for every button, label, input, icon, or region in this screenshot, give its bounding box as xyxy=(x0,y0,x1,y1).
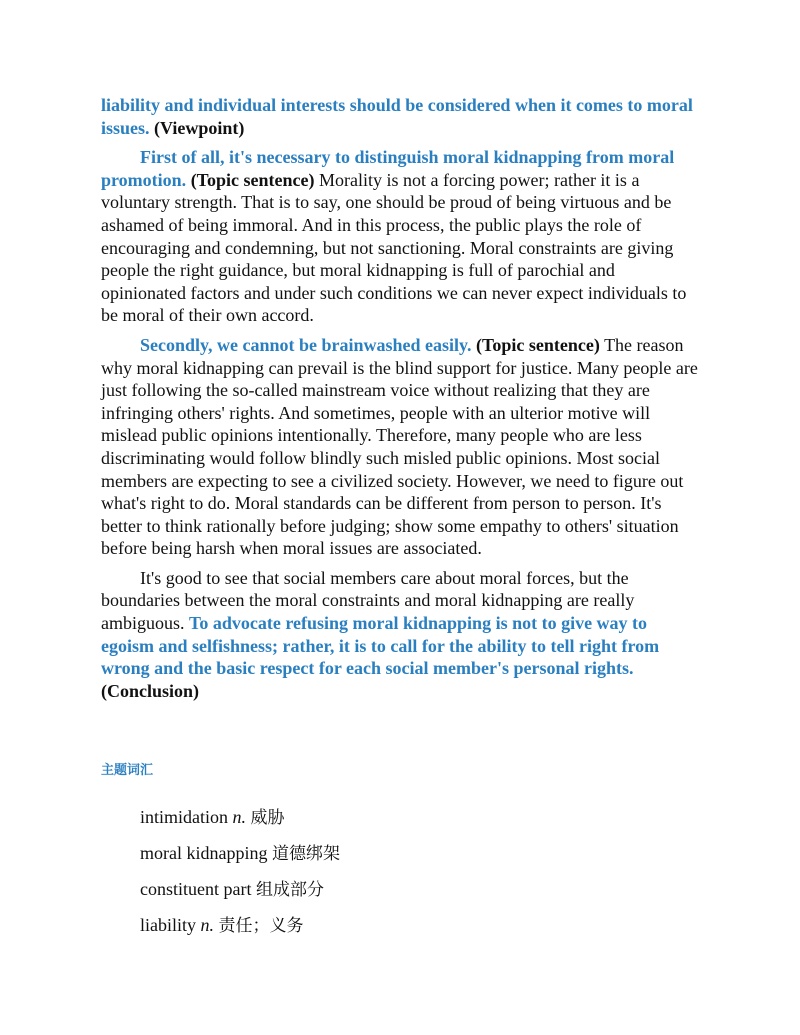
vocab-term: intimidation xyxy=(140,807,228,827)
vocab-meaning: 道德绑架 xyxy=(271,844,340,864)
first-topic-highlight: First of all, it's necessary to distinguish moral kidnapping from moral promotion. xyxy=(101,147,675,190)
vocab-section-title: 主题词汇 xyxy=(101,763,154,778)
vocab-list xyxy=(140,804,340,948)
conclusion-highlight: To advocate refusing moral kidnapping is not to give way to egoism and selfishness; rather, it is to call for the ability to tell right from wrong and the basic respect for each social member's personal rights. xyxy=(101,613,660,679)
vocab-item xyxy=(140,840,340,876)
paragraph-conclusion xyxy=(101,567,701,703)
first-topic-tag: (Topic sentence) xyxy=(190,169,315,190)
vocab-term: liability xyxy=(140,915,196,935)
vocab-pos: n. xyxy=(200,915,214,935)
first-topic-body: Morality is not a forcing power; rather it is a voluntary strength. That is to say, one should be proud of being virtuous and be ashamed of being immoral. And in this process, the public plays the role of encouraging and condemning, but not sanctioning. Moral constraints are giving people the right guidance, but moral kidnapping is full of parochial and opinionated factors and under such conditions we can never expect individuals to be moral of their own accord. xyxy=(101,169,687,326)
second-topic-tag: (Topic sentence) xyxy=(476,334,600,355)
vocab-term: constituent part xyxy=(140,879,252,899)
second-topic-highlight: Secondly, we cannot be brainwashed easily. xyxy=(140,334,472,355)
second-topic-body: The reason why moral kidnapping can prevail is the blind support for justice. Many people are just following the so-called mainstream voice without realizing that they are infringing others' rights. And sometimes, people with an ulterior motive will mislead public opinions intentionally. Therefore, many people who are less discriminating would follow blindly such misled public opinions. Most social members are expecting to see a civilized society. However, we need to figure out what's right to do. Moral standards can be different from person to person. It's better to think rationally before judging; show some empathy to others' situation before being harsh when moral issues are associated. xyxy=(101,334,698,559)
vocab-meaning: 组成部分 xyxy=(255,880,324,900)
viewpoint-highlight: liability and individual interests should be considered when it comes to moral issues. xyxy=(101,95,693,138)
vocab-term: moral kidnapping xyxy=(140,843,268,863)
essay-body xyxy=(101,94,701,709)
vocab-meaning: 威胁 xyxy=(250,808,285,828)
vocab-item xyxy=(140,804,340,840)
conclusion-body: It's good to see that social members care about moral forces, but the boundaries between the moral constraints and moral kidnapping are really ambiguous. xyxy=(101,567,635,634)
vocab-item xyxy=(140,876,340,912)
vocab-pos: n. xyxy=(232,807,246,827)
viewpoint-tag: (Viewpoint) xyxy=(154,117,245,138)
paragraph-viewpoint xyxy=(101,94,701,139)
conclusion-tag: (Conclusion) xyxy=(101,680,200,701)
vocab-item xyxy=(140,912,340,948)
paragraph-second-topic xyxy=(101,334,701,560)
vocab-meaning: 责任；义务 xyxy=(218,916,304,936)
paragraph-first-topic xyxy=(101,146,701,327)
